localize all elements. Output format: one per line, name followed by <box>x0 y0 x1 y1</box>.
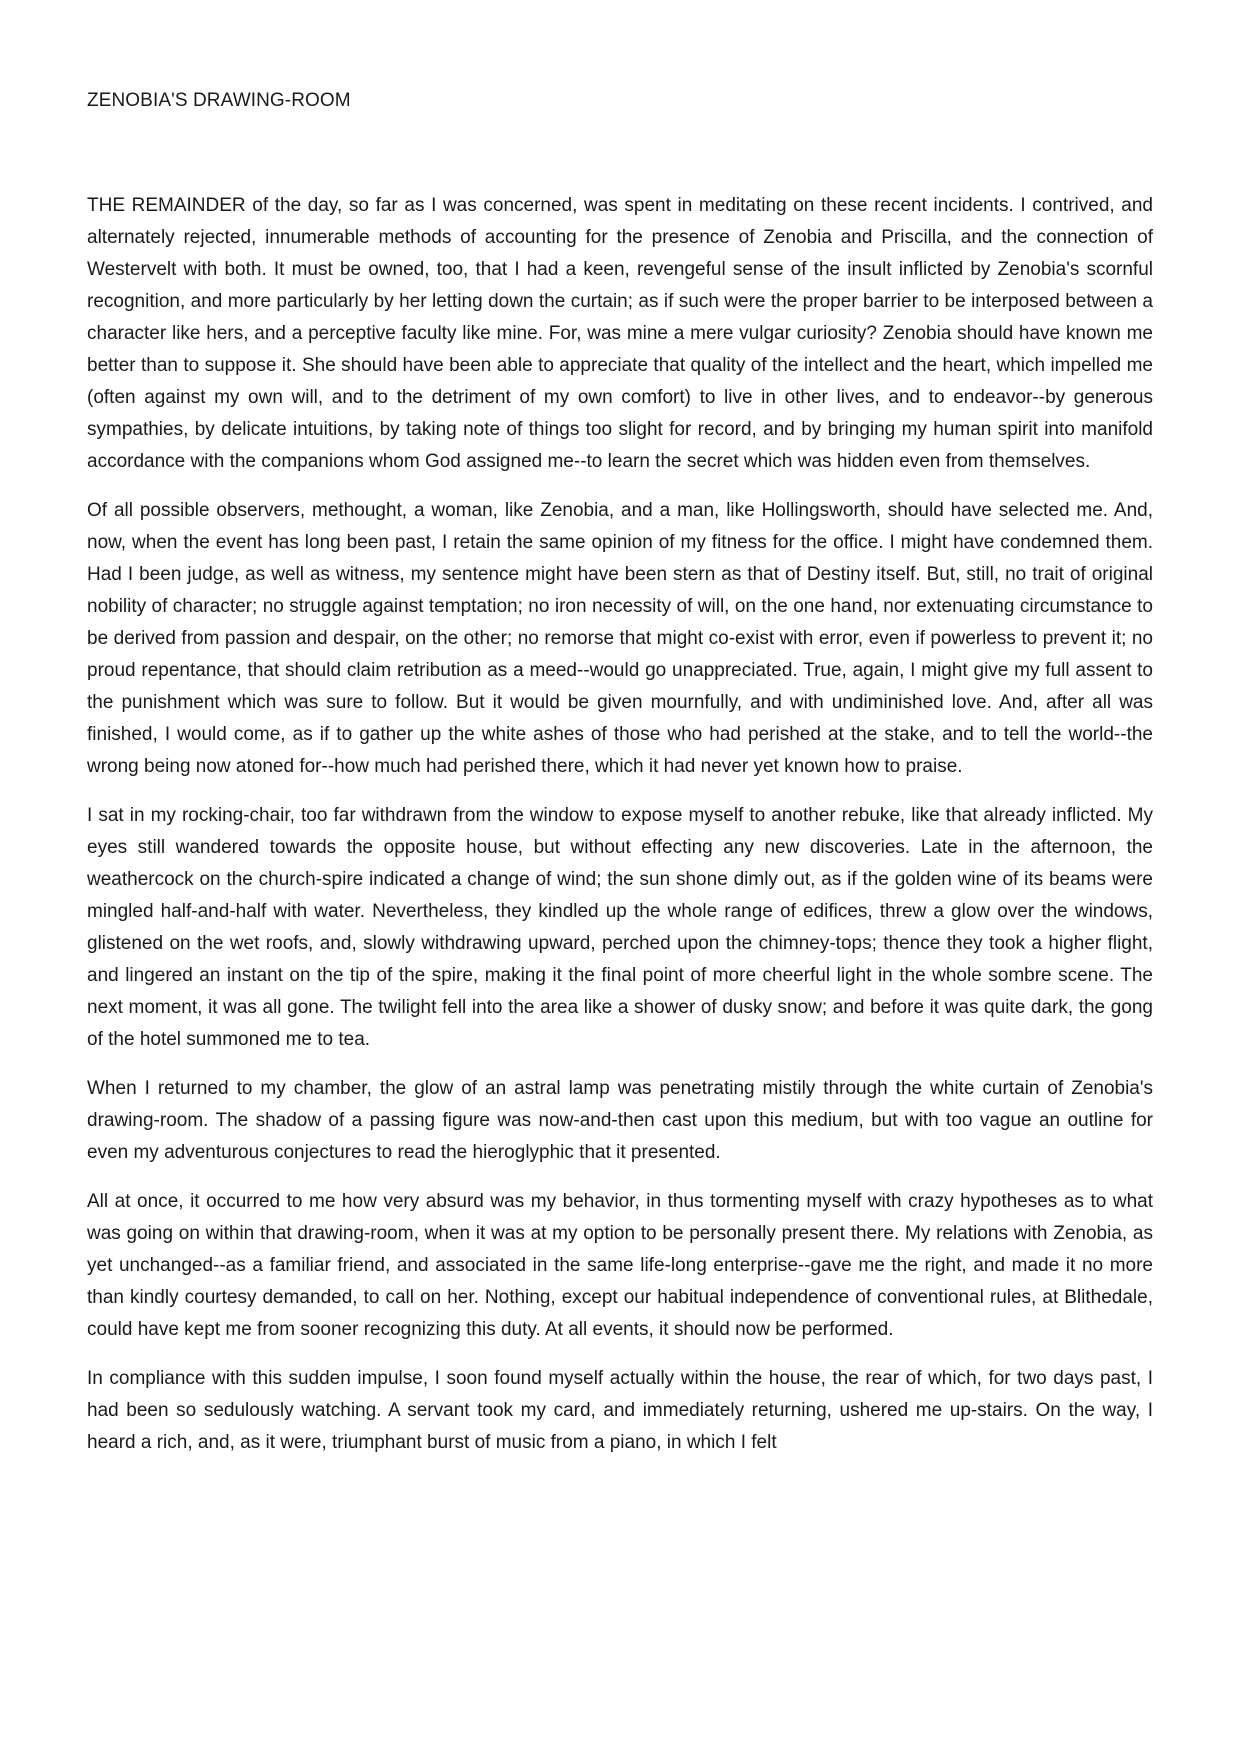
paragraph-4: When I returned to my chamber, the glow of an astral lamp was penetrating mistily through the white curtain of Zenobia's drawing-room. The shadow of a passing figure was now-and-then cast upon this medium, but with too vague an outline for even my adventurous conjectures to read the hieroglyphic that it presented. <box>87 1078 1153 1163</box>
paragraph-1: THE REMAINDER of the day, so far as I was concerned, was spent in meditating on these recent incidents. I contrived, and alternately rejected, innumerable methods of accounting for the presence of Zenobia and Priscilla, and the connection of Westervelt with both. It must be owned, too, that I had a keen, revengeful sense of the insult inflicted by Zenobia's scornful recognition, and more particularly by her letting down the curtain; as if such were the proper barrier to be interposed between a character like hers, and a perceptive faculty like mine. For, was mine a mere vulgar curiosity? Zenobia should have known me better than to suppose it. She should have been able to appreciate that quality of the intellect and the heart, which impelled me (often against my own will, and to the detriment of my own comfort) to live in other lives, and to endeavor--by generous sympathies, by delicate intuitions, by taking note of things too slight for record, and by bringing my human spirit into manifold accordance with the companions whom God assigned me--to learn the secret which was hidden even from themselves. <box>87 195 1153 472</box>
paragraph-2: Of all possible observers, methought, a woman, like Zenobia, and a man, like Hollingsworth, should have selected me. And, now, when the event has long been past, I retain the same opinion of my fitness for the office. I might have condemned them. Had I been judge, as well as witness, my sentence might have been stern as that of Destiny itself. But, still, no trait of original nobility of character; no struggle against temptation; no iron necessity of will, on the one hand, nor extenuating circumstance to be derived from passion and despair, on the other; no remorse that might co-exist with error, even if powerless to prevent it; no proud repentance, that should claim retribution as a meed--would go unappreciated. True, again, I might give my full assent to the punishment which was sure to follow. But it would be given mournfully, and with undiminished love. And, after all was finished, I would come, as if to gather up the white ashes of those who had perished at the stake, and to tell the world--the wrong being now atoned for--how much had perished there, which it had never yet known how to praise. <box>87 500 1153 777</box>
paragraph-3: I sat in my rocking-chair, too far withdrawn from the window to expose myself to another rebuke, like that already inflicted. My eyes still wandered towards the opposite house, but without effecting any new discoveries. Late in the afternoon, the weathercock on the church-spire indicated a change of wind; the sun shone dimly out, as if the golden wine of its beams were mingled half-and-half with water. Nevertheless, they kindled up the whole range of edifices, threw a glow over the windows, glistened on the wet roofs, and, slowly withdrawing upward, perched upon the chimney-tops; thence they took a higher flight, and lingered an instant on the tip of the spire, making it the final point of more cheerful light in the whole sombre scene. The next moment, it was all gone. The twilight fell into the area like a shower of dusky snow; and before it was quite dark, the gong of the hotel summoned me to tea. <box>87 805 1153 1050</box>
chapter-title: ZENOBIA'S DRAWING-ROOM <box>87 90 351 111</box>
paragraph-5: All at once, it occurred to me how very absurd was my behavior, in thus tormenting myself with crazy hypotheses as to what was going on within that drawing-room, when it was at my option to be personally present there. My relations with Zenobia, as yet unchanged--as a familiar friend, and associated in the same life-long enterprise--gave me the right, and made it no more than kindly courtesy demanded, to call on her. Nothing, except our habitual independence of conventional rules, at Blithedale, could have kept me from sooner recognizing this duty. At all events, it should now be performed. <box>87 1191 1153 1340</box>
paragraph-6: In compliance with this sudden impulse, I soon found myself actually within the house, the rear of which, for two days past, I had been so sedulously watching. A servant took my card, and immediately returning, ushered me up-stairs. On the way, I heard a rich, and, as it were, triumphant burst of music from a piano, in which I felt <box>87 1368 1153 1453</box>
chapter-body <box>87 190 1153 1476</box>
